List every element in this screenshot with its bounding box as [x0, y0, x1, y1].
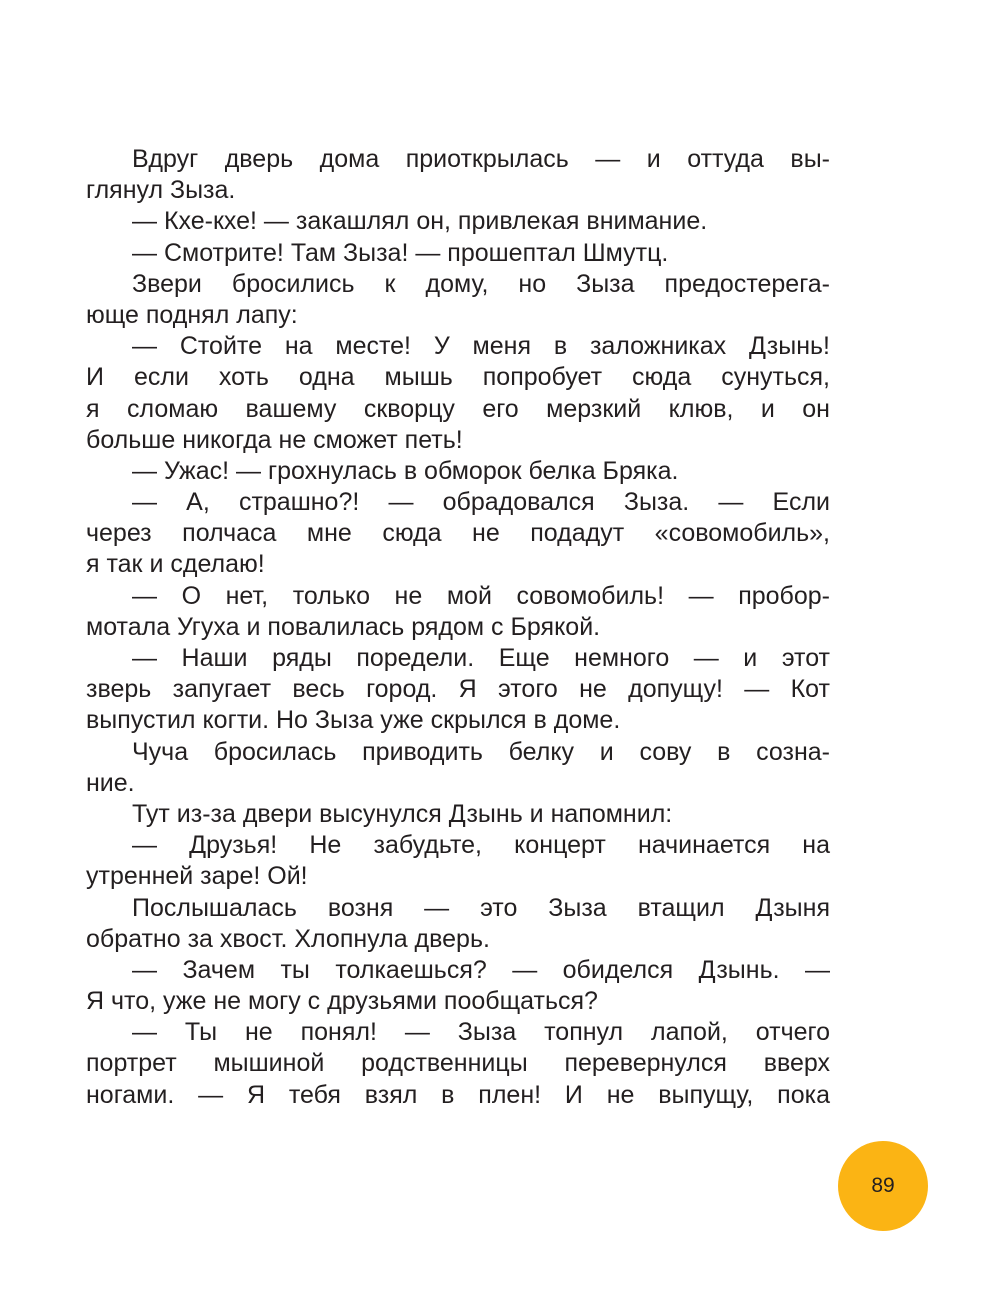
text-line: И если хоть одна мышь попробует сюда сунуться,	[86, 363, 830, 392]
page-number: 89	[871, 1174, 895, 1197]
text-line: — Наши ряды поредели. Еще немного — и этот	[132, 644, 830, 672]
text-line: Послышалась возня — это Зыза втащил Дзыня	[132, 893, 830, 922]
text-line: ние.	[86, 768, 135, 797]
text-line: — Ужас! — грохнулась в обморок белка Бряка.	[132, 456, 679, 485]
text-line: — Стойте на месте! У меня в заложниках Дзынь!	[132, 332, 830, 361]
text-line: выпустил когти. Но Зыза уже скрылся в доме.	[86, 706, 621, 735]
text-line: — Друзья! Не забудьте, концерт начинается на	[132, 831, 830, 860]
text-line: — Зачем ты толкаешься? — обиделся Дзынь. —	[132, 955, 830, 984]
text-line: больше никогда не сможет петь!	[86, 425, 463, 454]
text-line: глянул Зыза.	[86, 176, 236, 205]
text-line: я сломаю вашему скворцу его мерзкий клюв, и он	[86, 394, 830, 423]
text-line: Вдруг дверь дома приоткрылась — и оттуда вы-	[132, 145, 830, 173]
text-line: ногами. — Я тебя взял в плен! И не выпущу, пока	[86, 1080, 830, 1109]
text-line: — Ты не понял! — Зыза топнул лапой, отчего	[132, 1018, 830, 1047]
text-line: — А, страшно?! — обрадовался Зыза. — Если	[132, 488, 830, 517]
text-line: Я что, уже не могу с друзьями пообщаться?	[86, 987, 598, 1016]
text-line: — О нет, только не мой совомобиль! — пробор-	[132, 581, 830, 610]
text-line: Тут из-за двери высунулся Дзынь и напомнил:	[132, 799, 673, 828]
text-line: мотала Угуха и повалилась рядом с Брякой.	[86, 612, 601, 641]
page-number-badge	[838, 1141, 928, 1231]
text-line: обратно за хвост. Хлопнула дверь.	[86, 924, 490, 953]
text-line: юще поднял лапу:	[86, 300, 298, 329]
text-line: зверь запугает весь город. Я этого не допущу! — Кот	[86, 675, 830, 704]
text-line: портрет мышиной родственницы перевернулся вверх	[86, 1049, 830, 1078]
body-text	[86, 144, 830, 1111]
text-line: Чуча бросилась приводить белку и сову в созна-	[132, 737, 830, 766]
text-line: — Смотрите! Там Зыза! — прошептал Шмутц.	[132, 238, 669, 267]
text-line: Звери бросились к дому, но Зыза предостерега-	[132, 269, 830, 298]
text-line: я так и сделаю!	[86, 550, 265, 579]
text-line: утренней заре! Ой!	[86, 862, 308, 891]
text-line: через полчаса мне сюда не подадут «совомобиль»,	[86, 519, 830, 548]
text-line: — Кхе-кхе! — закашлял он, привлекая внимание.	[132, 207, 708, 236]
